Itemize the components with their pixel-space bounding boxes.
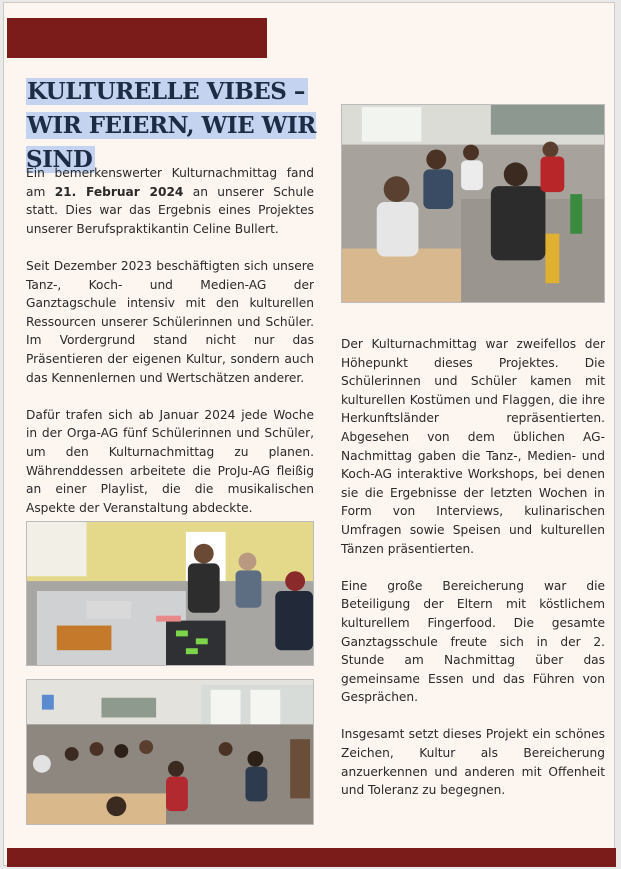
photo-classroom-students — [341, 104, 605, 303]
ag-paragraph: Seit Dezember 2023 beschäftigten sich unsere Tanz-, Koch- und Medien-AG der Ganztagschule intensiv mit den kulturellen Ressourcen unserer Schülerinnen und Schüler. Im Vordergrund stand nicht nur das Präsentieren der eigenen Kultur, sondern auch das Kennenlernen und Wertschätzen anderer. — [26, 258, 314, 385]
title-line-2: WIR FEIERN, WIE WIR SIND — [26, 112, 316, 173]
intro-text-end: an unserer Schule statt. Dies war das Ergebnis eines Projektes unserer Berufspraktikantin Celine Bullert. — [26, 184, 314, 236]
parents-paragraph: Eine große Bereicherung war die Beteiligung der Eltern mit köstlichem kulturellem Fingerfood. Die gesamte Ganztagsschule freute sich in der 2. Stunde am Nachmittag über das gemeinsame Essen und das Führen von Gesprächen. — [341, 578, 605, 705]
bottom-accent-bar — [7, 848, 616, 867]
photo-classroom-gathering-icon — [27, 680, 313, 824]
photo-classroom-students-icon — [342, 105, 604, 302]
highlight-paragraph: Der Kulturnachmittag war zweifellos der Höhepunkt dieses Projektes. Die Schülerinnen und Schüler kamen mit kulturellen Kostümen und Flaggen, die ihre Herkunftsländer repräsentierten. Abgesehen von dem üblichen AG-Nachmittag gaben die Tanz-, Medien- und Koch-AG interaktive Workshops, bei denen sie die Ergebnisse der letzten Wochen in Form von Interviews, kulinarischen Umfragen sowie Speisen und kulturellen Tänzen präsentierten. — [341, 337, 605, 556]
event-date: 21. Februar 2024 — [54, 184, 184, 199]
planning-paragraph: Dafür trafen sich ab Januar 2024 jede Woche in der Orga-AG fünf Schülerinnen und Schüler, um den Kulturnachmittag zu planen. Währenddessen arbeitete die ProJu-AG fleißig an einer Playlist, die die musikalischen Aspekte der Veranstaltung abdeckte. — [26, 407, 314, 515]
photo-food-buffet — [26, 521, 314, 666]
top-accent-bar — [7, 18, 267, 58]
newsletter-page — [3, 2, 615, 866]
intro-paragraph — [26, 164, 314, 238]
right-text-column — [341, 335, 605, 818]
intro-text-start: Ein bemerkenswerter Kulturnachmittag fand am — [26, 166, 314, 199]
title-line-1: KULTURELLE VIBES – — [26, 78, 308, 105]
article-title — [26, 75, 326, 177]
photo-food-buffet-icon — [27, 522, 313, 665]
photo-classroom-gathering — [26, 679, 314, 825]
conclusion-paragraph: Insgesamt setzt dieses Projekt ein schönes Zeichen, Kultur als Bereicherung anzuerkennen und anderen mit Offenheit und Toleranz zu begegnen. — [341, 727, 605, 798]
left-text-column — [26, 164, 314, 536]
